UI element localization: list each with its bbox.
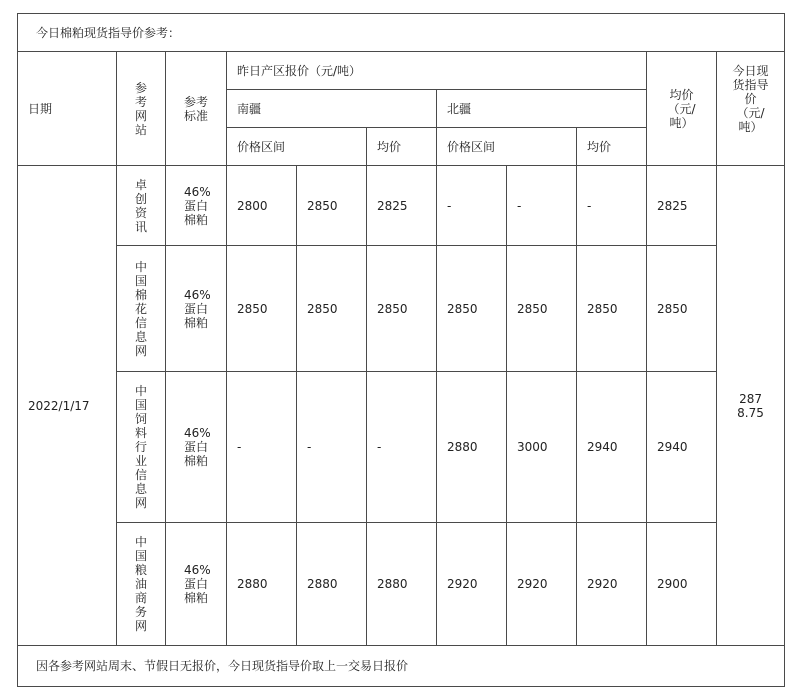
table-title: 今日棉粕现货指导价参考： — [18, 14, 785, 52]
north-low-cell: - — [437, 166, 507, 246]
title-row — [18, 14, 785, 52]
avg-price-header: 均价（元/吨） — [647, 52, 717, 166]
south-avg-cell: - — [367, 372, 437, 522]
north-low-cell: 2880 — [437, 372, 507, 522]
south-low-cell: 2800 — [227, 166, 297, 246]
standard-cell: 46%蛋白棉粕 — [166, 372, 227, 522]
site-cell: 卓创资讯 — [117, 166, 166, 246]
standard-cell: 46%蛋白棉粕 — [166, 246, 227, 372]
north-high-cell: 2920 — [507, 522, 577, 645]
north-high-cell: 3000 — [507, 372, 577, 522]
today-price-header: 今日现货指导价（元/吨） — [717, 52, 785, 166]
north-avg-header: 均价 — [577, 128, 647, 166]
north-high-cell: - — [507, 166, 577, 246]
site-cell: 中国饲料行业信息网 — [117, 372, 166, 522]
footer-row — [18, 645, 785, 686]
table-row — [18, 372, 785, 522]
price-table — [17, 13, 785, 687]
date-cell: 2022/1/17 — [18, 166, 117, 646]
south-avg-header: 均价 — [367, 128, 437, 166]
north-avg-cell: 2940 — [577, 372, 647, 522]
footer-note: 因各参考网站周末、节假日无报价，今日现货指导价取上一交易日报价 — [18, 645, 785, 686]
north-avg-cell: 2920 — [577, 522, 647, 645]
table-row — [18, 522, 785, 645]
avg-cell: 2850 — [647, 246, 717, 372]
today-price-cell: 2878.75 — [717, 166, 785, 646]
site-header: 参考网站 — [117, 52, 166, 166]
north-high-cell: 2850 — [507, 246, 577, 372]
table-row — [18, 166, 785, 246]
site-cell: 中国粮油商务网 — [117, 522, 166, 645]
south-range-header: 价格区间 — [227, 128, 367, 166]
north-low-cell: 2920 — [437, 522, 507, 645]
south-high-cell: 2850 — [297, 166, 367, 246]
north-header: 北疆 — [437, 90, 647, 128]
avg-cell: 2940 — [647, 372, 717, 522]
south-low-cell: - — [227, 372, 297, 522]
header-row-1 — [18, 52, 785, 90]
north-avg-cell: 2850 — [577, 246, 647, 372]
standard-cell: 46%蛋白棉粕 — [166, 166, 227, 246]
region-group-header: 昨日产区报价（元/吨） — [227, 52, 647, 90]
avg-cell: 2900 — [647, 522, 717, 645]
south-low-cell: 2880 — [227, 522, 297, 645]
north-low-cell: 2850 — [437, 246, 507, 372]
table-row — [18, 246, 785, 372]
south-avg-cell: 2850 — [367, 246, 437, 372]
south-high-cell: - — [297, 372, 367, 522]
south-avg-cell: 2825 — [367, 166, 437, 246]
standard-header: 参考标准 — [166, 52, 227, 166]
avg-cell: 2825 — [647, 166, 717, 246]
north-range-header: 价格区间 — [437, 128, 577, 166]
south-high-cell: 2850 — [297, 246, 367, 372]
south-header: 南疆 — [227, 90, 437, 128]
north-avg-cell: - — [577, 166, 647, 246]
south-low-cell: 2850 — [227, 246, 297, 372]
date-header: 日期 — [18, 52, 117, 166]
standard-cell: 46%蛋白棉粕 — [166, 522, 227, 645]
south-high-cell: 2880 — [297, 522, 367, 645]
south-avg-cell: 2880 — [367, 522, 437, 645]
site-cell: 中国棉花信息网 — [117, 246, 166, 372]
